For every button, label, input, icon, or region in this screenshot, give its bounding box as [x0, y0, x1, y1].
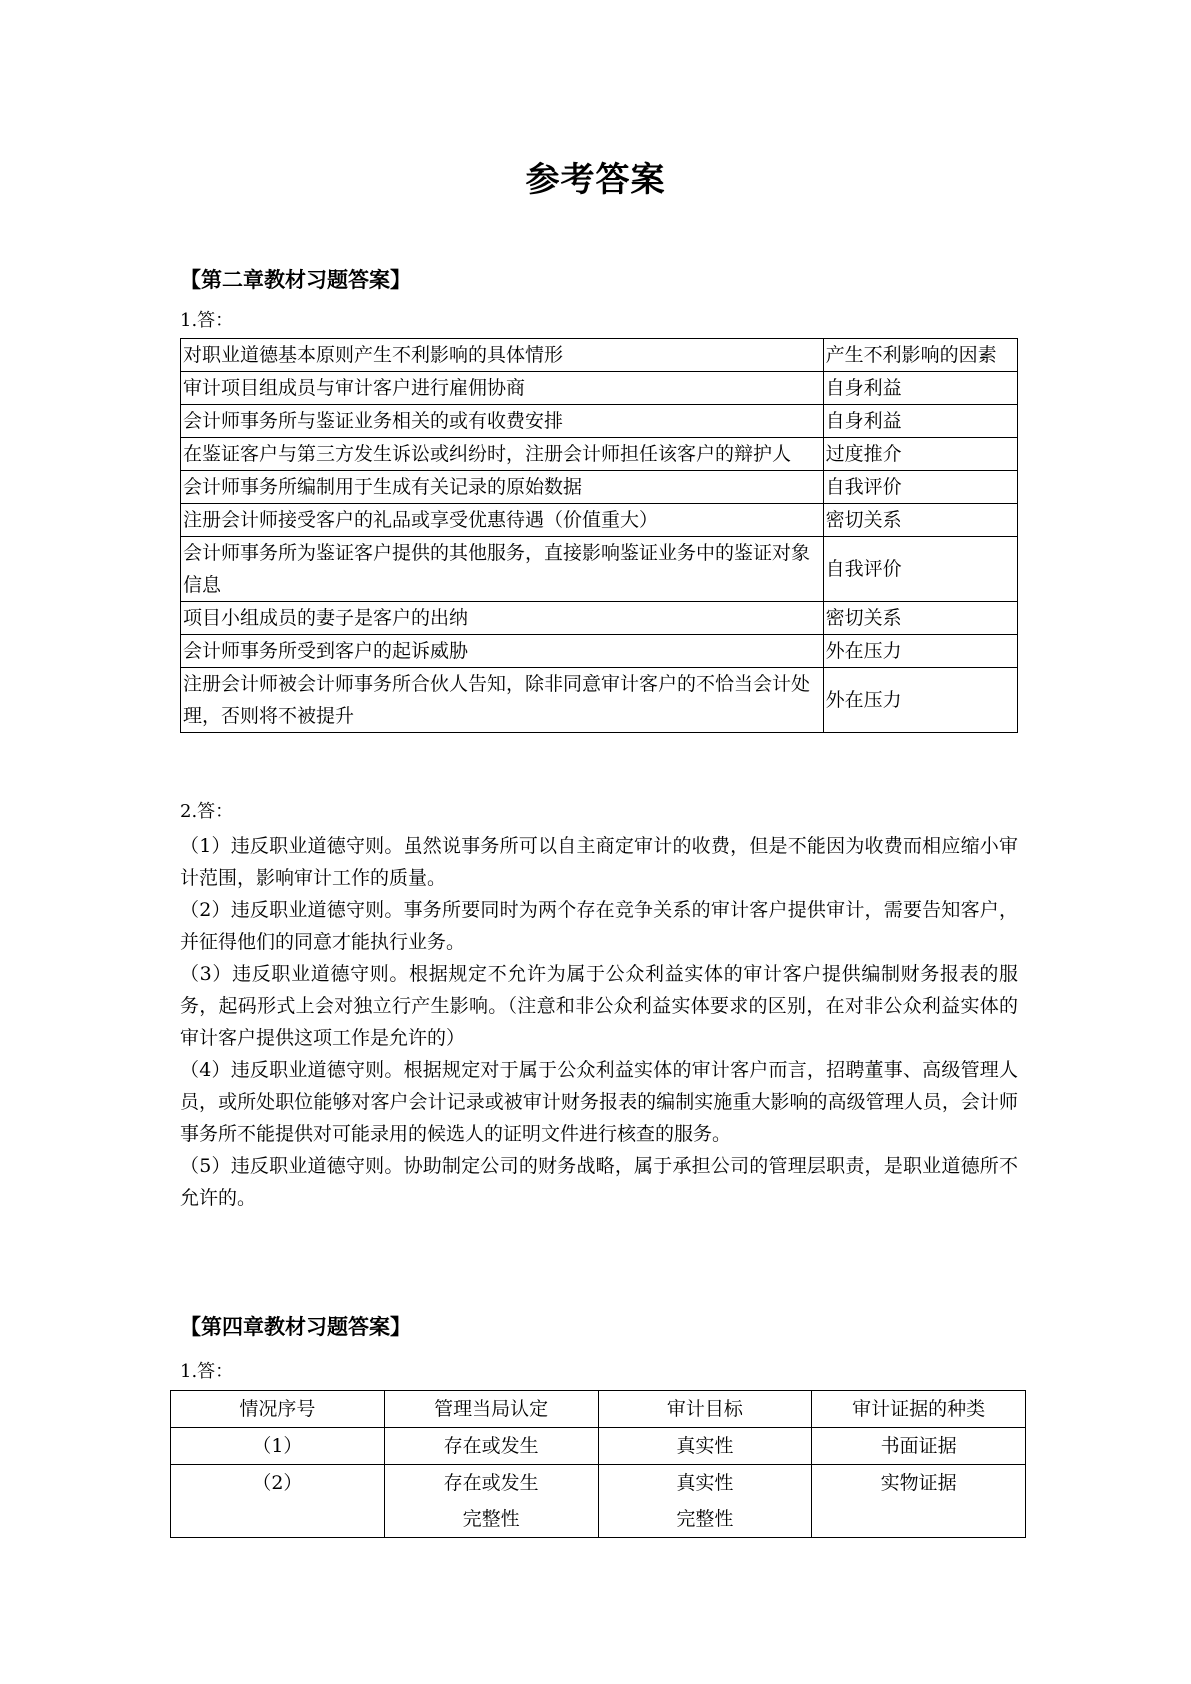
table-row: [181, 635, 1018, 668]
table-cell: 自身利益: [823, 372, 1017, 405]
table-row: [171, 1465, 1026, 1538]
table-cell: [384, 1428, 598, 1465]
table-cell: [598, 1428, 812, 1465]
table-cell: 审计项目组成员与审计客户进行雇佣协商: [181, 372, 824, 405]
table-cell: 注册会计师被会计师事务所合伙人告知，除非同意审计客户的不恰当会计处理，否则将不被提升: [181, 668, 824, 733]
table-cell: 产生不利影响的因素: [823, 339, 1017, 372]
table-row: [171, 1428, 1026, 1465]
chapter4-heading: 【第四章教材习题答案】: [180, 1314, 411, 1339]
page-title: 参考答案: [525, 160, 666, 200]
chapter2-q2-label: 2.答：: [180, 801, 234, 822]
table-cell: 外在压力: [823, 635, 1017, 668]
table-cell: 会计师事务所与鉴证业务相关的或有收费安排: [181, 405, 824, 438]
table-cell: 会计师事务所受到客户的起诉威胁: [181, 635, 824, 668]
answer-paragraph: （2）违反职业道德守则。事务所要同时为两个存在竞争关系的审计客户提供审计，需要告知客户，并征得他们的同意才能执行业务。: [180, 899, 1018, 953]
answer-paragraph: （5）违反职业道德守则。协助制定公司的财务战略，属于承担公司的管理层职责，是职业道德所不允许的。: [180, 1155, 1018, 1209]
table-row: [181, 405, 1018, 438]
table-header: 审计目标: [598, 1391, 812, 1428]
table-row: [181, 668, 1018, 733]
table-cell: 密切关系: [823, 602, 1017, 635]
chapter4-q1-label: 1.答：: [180, 1361, 234, 1382]
chapter2-q2-answers: [180, 830, 1018, 1214]
table-header-row: [171, 1391, 1026, 1428]
table-row: [181, 438, 1018, 471]
cell-line: 完整性: [676, 1508, 734, 1530]
cell-line: 完整性: [462, 1508, 520, 1530]
table-cell: 自我评价: [823, 537, 1017, 602]
table-header: 管理当局认定: [384, 1391, 598, 1428]
table-cell: 对职业道德基本原则产生不利影响的具体情形: [181, 339, 824, 372]
table-cell: 自身利益: [823, 405, 1017, 438]
table-cell: 项目小组成员的妻子是客户的出纳: [181, 602, 824, 635]
answer-paragraph: （4）违反职业道德守则。根据规定对于属于公众利益实体的审计客户而言，招聘董事、高级管理人员，或所处职位能够对客户会计记录或被审计财务报表的编制实施重大影响的高级管理人员，会计师事务所不能提供对可能录用的候选人的证明文件进行核查的服务。: [180, 1059, 1018, 1145]
cell-line: 存在或发生: [443, 1472, 539, 1494]
chapter4-evidence-table: [170, 1390, 1026, 1538]
table-row: [181, 339, 1018, 372]
table-cell: 实物证据: [812, 1465, 1026, 1538]
table-cell: 会计师事务所为鉴证客户提供的其他服务，直接影响鉴证业务中的鉴证对象信息: [181, 537, 824, 602]
table-cell: 密切关系: [823, 504, 1017, 537]
cell-line: 存在或发生: [443, 1435, 539, 1457]
table-cell: [598, 1465, 812, 1538]
cell-line: 真实性: [676, 1435, 734, 1457]
table-cell: 过度推介: [823, 438, 1017, 471]
table-row: [181, 372, 1018, 405]
cell-line: 真实性: [676, 1472, 734, 1494]
table-cell: [384, 1465, 598, 1538]
answer-paragraph: （1）违反职业道德守则。虽然说事务所可以自主商定审计的收费，但是不能因为收费而相应缩小审计范围，影响审计工作的质量。: [180, 835, 1018, 889]
table-cell: 在鉴证客户与第三方发生诉讼或纠纷时，注册会计师担任该客户的辩护人: [181, 438, 824, 471]
table-row: [181, 471, 1018, 504]
chapter2-q1-label: 1.答：: [180, 310, 234, 331]
table-header: 情况序号: [171, 1391, 385, 1428]
table-cell: 会计师事务所编制用于生成有关记录的原始数据: [181, 471, 824, 504]
table-row: [181, 504, 1018, 537]
table-cell: （2）: [171, 1465, 385, 1538]
table-row: [181, 537, 1018, 602]
table-cell: 自我评价: [823, 471, 1017, 504]
table-row: [181, 602, 1018, 635]
table-cell: （1）: [171, 1428, 385, 1465]
table-cell: 外在压力: [823, 668, 1017, 733]
table-cell: 书面证据: [812, 1428, 1026, 1465]
table-cell: 注册会计师接受客户的礼品或享受优惠待遇（价值重大）: [181, 504, 824, 537]
answer-paragraph: （3）违反职业道德守则。根据规定不允许为属于公众利益实体的审计客户提供编制财务报表的服务，起码形式上会对独立行产生影响。（注意和非公众利益实体要求的区别，在对非公众利益实体的审计客户提供这项工作是允许的）: [180, 963, 1018, 1049]
chapter2-heading: 【第二章教材习题答案】: [180, 267, 411, 292]
table-header: 审计证据的种类: [812, 1391, 1026, 1428]
chapter2-threats-table: [180, 338, 1018, 733]
